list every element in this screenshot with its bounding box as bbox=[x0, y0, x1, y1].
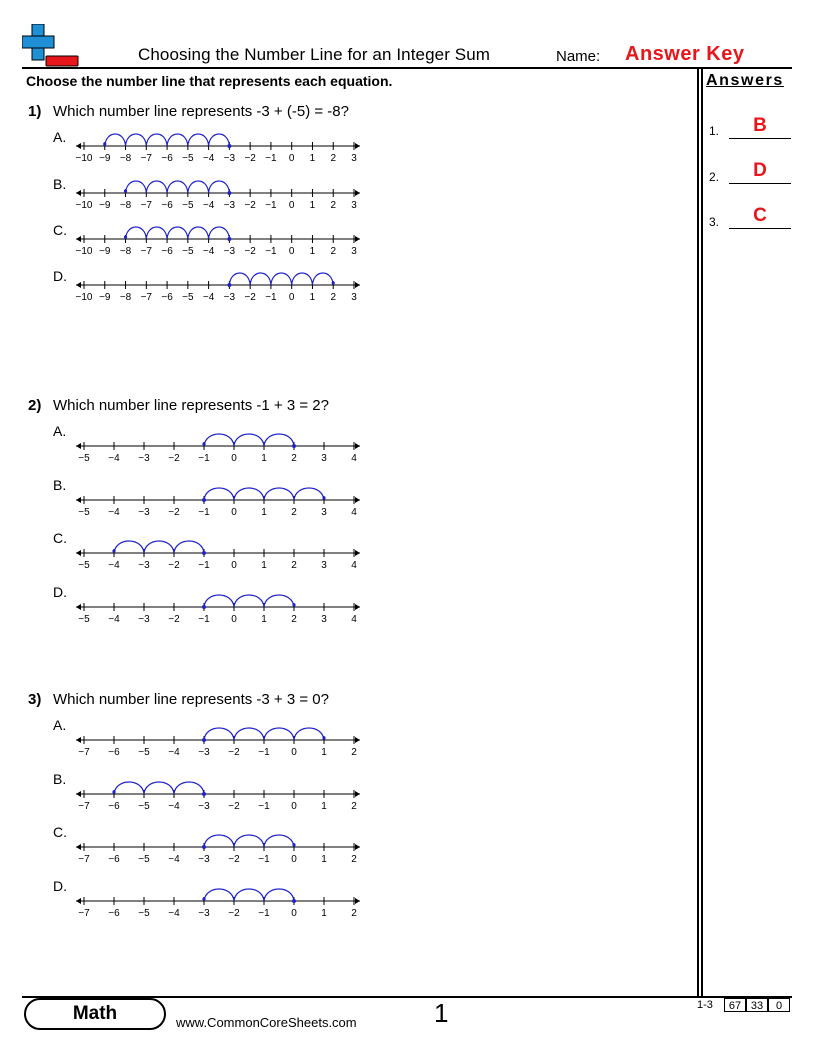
jump-arc bbox=[234, 488, 264, 500]
tick-label: −4 bbox=[108, 453, 120, 464]
tick-label: −1 bbox=[258, 854, 270, 865]
arrow-right-icon bbox=[355, 737, 360, 743]
answer-key-label: Answer Key bbox=[625, 43, 745, 65]
answers-heading: Answers bbox=[706, 72, 784, 89]
jump-arc bbox=[234, 434, 264, 446]
arrow-right-icon bbox=[355, 791, 360, 797]
tick-label: 0 bbox=[291, 854, 297, 865]
tick-label: −6 bbox=[161, 246, 173, 257]
header-rule bbox=[22, 67, 792, 69]
arrow-left-icon bbox=[76, 282, 81, 288]
jump-arc bbox=[167, 227, 188, 239]
page-number: 1 bbox=[434, 998, 449, 1028]
tick-label: 2 bbox=[351, 854, 357, 865]
website-text: www.CommonCoreSheets.com bbox=[176, 1015, 357, 1030]
option-label: C. bbox=[53, 530, 67, 546]
tick-label: 2 bbox=[351, 908, 357, 919]
tick-label: 2 bbox=[330, 153, 337, 164]
tick-label: −4 bbox=[108, 507, 120, 518]
number-line-q1-a bbox=[70, 126, 370, 170]
tick-label: −5 bbox=[182, 153, 194, 164]
tick-label: −8 bbox=[119, 292, 132, 303]
tick-label: −1 bbox=[265, 200, 277, 211]
tick-label: −3 bbox=[223, 292, 236, 303]
arrow-right-icon bbox=[355, 143, 360, 149]
number-line-q2-d bbox=[70, 581, 370, 631]
tick-label: −5 bbox=[182, 246, 194, 257]
tick-label: −7 bbox=[140, 246, 153, 257]
tick-label: −6 bbox=[161, 200, 173, 211]
tick-label: −9 bbox=[99, 200, 111, 211]
number-line-q3-a bbox=[70, 714, 370, 764]
arrow-right-icon bbox=[355, 844, 360, 850]
question-number: 1) bbox=[28, 103, 42, 120]
arrow-right-icon bbox=[355, 282, 360, 288]
tick-label: 0 bbox=[231, 507, 237, 518]
answer-number: 2. bbox=[709, 170, 720, 184]
tick-label: −3 bbox=[198, 747, 210, 758]
tick-label: −4 bbox=[168, 854, 180, 865]
tick-label: −1 bbox=[198, 453, 210, 464]
tick-label: −2 bbox=[168, 614, 180, 625]
number-line-q1-b bbox=[70, 173, 370, 217]
tick-label: 2 bbox=[351, 747, 357, 758]
tick-label: −8 bbox=[119, 246, 132, 257]
tick-label: 2 bbox=[330, 200, 337, 211]
end-point bbox=[202, 442, 205, 445]
tick-label: 0 bbox=[231, 560, 237, 571]
tick-label: 2 bbox=[291, 453, 297, 464]
jump-arc bbox=[126, 227, 147, 239]
answer-value: D bbox=[753, 160, 767, 181]
tick-label: −8 bbox=[119, 200, 132, 211]
number-line-q1-c bbox=[70, 219, 370, 263]
jump-arc bbox=[188, 181, 209, 193]
tick-label: −1 bbox=[258, 908, 270, 919]
start-point bbox=[227, 191, 231, 195]
arrow-right-icon bbox=[355, 190, 360, 196]
tick-label: 1 bbox=[309, 153, 316, 164]
jump-arc bbox=[209, 134, 230, 146]
option-label: B. bbox=[53, 771, 67, 787]
arrow-left-icon bbox=[76, 497, 81, 503]
jump-arc bbox=[144, 541, 174, 553]
jump-arc bbox=[229, 273, 250, 285]
answer-line bbox=[729, 138, 791, 139]
question-number: 3) bbox=[28, 691, 42, 708]
tick-label: 3 bbox=[351, 292, 357, 303]
jump-arc bbox=[292, 273, 313, 285]
tick-label: 0 bbox=[231, 614, 237, 625]
jump-arc bbox=[146, 181, 167, 193]
end-point bbox=[112, 790, 115, 793]
end-point bbox=[124, 189, 127, 192]
tick-label: −5 bbox=[78, 614, 90, 625]
jump-arc bbox=[146, 134, 167, 146]
tick-label: −7 bbox=[78, 854, 90, 865]
arrow-left-icon bbox=[76, 236, 81, 242]
tick-label: 1 bbox=[309, 200, 316, 211]
tick-label: −6 bbox=[108, 854, 120, 865]
tick-label: 3 bbox=[321, 560, 327, 571]
tick-label: −1 bbox=[265, 292, 277, 303]
tick-label: −7 bbox=[140, 200, 153, 211]
tick-label: 1 bbox=[321, 908, 327, 919]
jump-arc bbox=[204, 889, 234, 901]
subject-badge: Math bbox=[24, 998, 166, 1030]
jump-arc bbox=[146, 227, 167, 239]
tick-label: 4 bbox=[351, 614, 357, 625]
tick-label: −7 bbox=[78, 747, 90, 758]
tick-label: −7 bbox=[140, 153, 153, 164]
tick-label: −3 bbox=[138, 614, 150, 625]
tick-label: −5 bbox=[78, 507, 90, 518]
jump-arc bbox=[234, 595, 264, 607]
tick-label: −2 bbox=[244, 246, 256, 257]
tick-label: −1 bbox=[258, 747, 270, 758]
tick-label: −3 bbox=[138, 453, 150, 464]
tick-label: −4 bbox=[202, 292, 215, 303]
tick-label: 0 bbox=[288, 153, 295, 164]
tick-label: 2 bbox=[291, 507, 297, 518]
tick-label: −3 bbox=[198, 854, 210, 865]
tick-label: 3 bbox=[321, 614, 327, 625]
tick-label: −6 bbox=[161, 153, 173, 164]
stat-box: 67 bbox=[724, 998, 746, 1012]
tick-label: −1 bbox=[198, 614, 210, 625]
tick-label: −7 bbox=[140, 292, 153, 303]
tick-label: −2 bbox=[244, 200, 256, 211]
jump-arc bbox=[204, 595, 234, 607]
tick-label: −6 bbox=[108, 801, 120, 812]
jump-arc bbox=[234, 889, 264, 901]
tick-label: −3 bbox=[223, 246, 236, 257]
jump-arc bbox=[234, 728, 264, 740]
start-point bbox=[227, 283, 231, 287]
tick-label: −10 bbox=[75, 292, 93, 303]
end-point bbox=[124, 235, 127, 238]
tick-label: 1 bbox=[261, 453, 267, 464]
answer-column-divider bbox=[701, 67, 703, 996]
tick-label: −4 bbox=[168, 801, 180, 812]
tick-label: −7 bbox=[78, 908, 90, 919]
tick-label: 0 bbox=[288, 246, 295, 257]
tick-label: −5 bbox=[182, 200, 194, 211]
tick-label: 2 bbox=[351, 801, 357, 812]
tick-label: −7 bbox=[78, 801, 90, 812]
answer-value: C bbox=[753, 205, 767, 226]
tick-label: 1 bbox=[261, 507, 267, 518]
option-label: B. bbox=[53, 176, 67, 192]
question-number: 2) bbox=[28, 397, 42, 414]
answer-line bbox=[729, 183, 791, 184]
jump-arc bbox=[264, 434, 294, 446]
arrow-left-icon bbox=[76, 737, 81, 743]
tick-label: −2 bbox=[168, 560, 180, 571]
end-point bbox=[322, 736, 325, 739]
jump-arc bbox=[294, 488, 324, 500]
jump-arc bbox=[234, 835, 264, 847]
tick-label: 0 bbox=[291, 908, 297, 919]
tick-label: −2 bbox=[228, 747, 240, 758]
number-line-q2-c bbox=[70, 527, 370, 577]
page-title: Choosing the Number Line for an Integer Sum bbox=[138, 45, 491, 64]
jump-arc bbox=[188, 134, 209, 146]
tick-label: 1 bbox=[321, 747, 327, 758]
tick-label: 4 bbox=[351, 560, 357, 571]
tick-label: −10 bbox=[75, 153, 93, 164]
end-point bbox=[112, 549, 115, 552]
jump-arc bbox=[174, 541, 204, 553]
tick-label: −4 bbox=[202, 153, 215, 164]
tick-label: −3 bbox=[138, 560, 150, 571]
tick-label: 0 bbox=[288, 292, 295, 303]
start-point bbox=[227, 144, 231, 148]
tick-label: 3 bbox=[321, 453, 327, 464]
tick-label: 1 bbox=[321, 854, 327, 865]
jump-arc bbox=[174, 782, 204, 794]
start-point bbox=[292, 444, 296, 448]
tick-label: −1 bbox=[258, 801, 270, 812]
jump-arc bbox=[209, 181, 230, 193]
jump-arc bbox=[144, 782, 174, 794]
arrow-left-icon bbox=[76, 443, 81, 449]
jump-arc bbox=[264, 835, 294, 847]
number-line-q1-d bbox=[70, 265, 370, 309]
question-text: Which number line represents -3 + (-5) = -8? bbox=[53, 103, 349, 120]
tick-label: 3 bbox=[351, 200, 357, 211]
tick-label: 0 bbox=[291, 801, 297, 812]
jump-arc bbox=[264, 889, 294, 901]
tick-label: −3 bbox=[198, 801, 210, 812]
arrow-right-icon bbox=[355, 236, 360, 242]
jump-arc bbox=[264, 595, 294, 607]
arrow-left-icon bbox=[76, 550, 81, 556]
tick-label: −3 bbox=[223, 200, 236, 211]
tick-label: 2 bbox=[291, 614, 297, 625]
jump-arc bbox=[204, 728, 234, 740]
jump-arc bbox=[114, 782, 144, 794]
question-text: Which number line represents -3 + 3 = 0? bbox=[53, 691, 329, 708]
arrow-left-icon bbox=[76, 791, 81, 797]
number-line-q2-a bbox=[70, 420, 370, 470]
tick-label: −4 bbox=[108, 560, 120, 571]
stat-box: 0 bbox=[768, 998, 790, 1012]
option-label: A. bbox=[53, 423, 67, 439]
tick-label: −4 bbox=[108, 614, 120, 625]
answer-column-divider bbox=[697, 67, 699, 996]
jump-arc bbox=[167, 181, 188, 193]
option-label: A. bbox=[53, 717, 67, 733]
option-label: D. bbox=[53, 878, 67, 894]
jump-arc bbox=[250, 273, 271, 285]
name-label: Name: bbox=[556, 48, 601, 65]
end-point bbox=[332, 281, 335, 284]
tick-label: −2 bbox=[228, 854, 240, 865]
number-line-q3-d bbox=[70, 875, 370, 925]
tick-label: −5 bbox=[78, 560, 90, 571]
jump-arc bbox=[126, 134, 147, 146]
arrow-right-icon bbox=[355, 604, 360, 610]
jump-arc bbox=[188, 227, 209, 239]
tick-label: −2 bbox=[228, 801, 240, 812]
option-label: C. bbox=[53, 222, 67, 238]
jump-arc bbox=[264, 728, 294, 740]
tick-label: 4 bbox=[351, 507, 357, 518]
tick-label: 2 bbox=[330, 246, 337, 257]
option-label: B. bbox=[53, 477, 67, 493]
arrow-left-icon bbox=[76, 898, 81, 904]
tick-label: −2 bbox=[168, 507, 180, 518]
tick-label: −5 bbox=[138, 801, 150, 812]
tick-label: 3 bbox=[351, 246, 357, 257]
end-point bbox=[322, 496, 325, 499]
tick-label: 3 bbox=[351, 153, 357, 164]
jump-arc bbox=[204, 835, 234, 847]
tick-label: −5 bbox=[78, 453, 90, 464]
end-point bbox=[292, 603, 295, 606]
tick-label: −5 bbox=[138, 854, 150, 865]
question-text: Which number line represents -1 + 3 = 2? bbox=[53, 397, 329, 414]
arrow-right-icon bbox=[355, 443, 360, 449]
jump-arc bbox=[294, 728, 324, 740]
jump-arc bbox=[204, 488, 234, 500]
jump-arc bbox=[312, 273, 333, 285]
tick-label: 0 bbox=[288, 200, 295, 211]
tick-label: 1 bbox=[309, 292, 316, 303]
tick-label: −3 bbox=[138, 507, 150, 518]
end-point bbox=[103, 142, 106, 145]
tick-label: −4 bbox=[202, 246, 215, 257]
arrow-right-icon bbox=[355, 497, 360, 503]
tick-label: 2 bbox=[330, 292, 337, 303]
tick-label: −1 bbox=[198, 560, 210, 571]
start-point bbox=[227, 237, 231, 241]
tick-label: −4 bbox=[202, 200, 215, 211]
jump-arc bbox=[114, 541, 144, 553]
arrow-left-icon bbox=[76, 143, 81, 149]
tick-label: −1 bbox=[265, 153, 277, 164]
tick-label: 1 bbox=[321, 801, 327, 812]
tick-label: −5 bbox=[182, 292, 194, 303]
jump-arc bbox=[167, 134, 188, 146]
option-label: D. bbox=[53, 268, 67, 284]
jump-arc bbox=[271, 273, 292, 285]
arrow-left-icon bbox=[76, 604, 81, 610]
start-point bbox=[202, 792, 206, 796]
end-point bbox=[292, 843, 295, 846]
tick-label: −6 bbox=[108, 908, 120, 919]
tick-label: −9 bbox=[99, 153, 111, 164]
tick-label: 0 bbox=[291, 747, 297, 758]
jump-arc bbox=[126, 181, 147, 193]
number-line-q2-b bbox=[70, 474, 370, 524]
tick-label: −6 bbox=[161, 292, 173, 303]
start-point bbox=[202, 605, 206, 609]
logo-icon bbox=[22, 24, 80, 68]
jump-arc bbox=[209, 227, 230, 239]
start-point bbox=[292, 899, 296, 903]
tick-label: −9 bbox=[99, 246, 111, 257]
number-line-q3-c bbox=[70, 821, 370, 871]
number-line-q3-b bbox=[70, 768, 370, 818]
tick-label: −1 bbox=[198, 507, 210, 518]
option-label: D. bbox=[53, 584, 67, 600]
jump-arc bbox=[264, 488, 294, 500]
start-point bbox=[202, 845, 206, 849]
jump-arc bbox=[105, 134, 126, 146]
tick-label: −3 bbox=[198, 908, 210, 919]
tick-label: −4 bbox=[168, 747, 180, 758]
arrow-right-icon bbox=[355, 898, 360, 904]
option-label: C. bbox=[53, 824, 67, 840]
arrow-left-icon bbox=[76, 190, 81, 196]
tick-label: −2 bbox=[244, 153, 256, 164]
option-label: A. bbox=[53, 129, 67, 145]
tick-label: 1 bbox=[309, 246, 316, 257]
start-point bbox=[202, 551, 206, 555]
arrow-right-icon bbox=[355, 550, 360, 556]
jump-arc bbox=[204, 434, 234, 446]
tick-label: −6 bbox=[108, 747, 120, 758]
arrow-left-icon bbox=[76, 844, 81, 850]
tick-label: −2 bbox=[244, 292, 256, 303]
tick-label: 4 bbox=[351, 453, 357, 464]
tick-label: −5 bbox=[138, 908, 150, 919]
tick-label: 3 bbox=[321, 507, 327, 518]
tick-label: −10 bbox=[75, 246, 93, 257]
tick-label: −9 bbox=[99, 292, 111, 303]
start-point bbox=[202, 498, 206, 502]
end-point bbox=[202, 897, 205, 900]
start-point bbox=[202, 738, 206, 742]
tick-label: −5 bbox=[138, 747, 150, 758]
answer-number: 1. bbox=[709, 124, 720, 138]
answer-value: B bbox=[753, 115, 767, 136]
answer-number: 3. bbox=[709, 215, 720, 229]
tick-label: −3 bbox=[223, 153, 236, 164]
tick-label: 1 bbox=[261, 560, 267, 571]
tick-label: −1 bbox=[265, 246, 277, 257]
stat-box: 33 bbox=[746, 998, 768, 1012]
problem-range: 1-3 bbox=[697, 999, 713, 1011]
tick-label: −8 bbox=[119, 153, 132, 164]
instructions: Choose the number line that represents each equation. bbox=[26, 73, 393, 89]
answer-line bbox=[729, 228, 791, 229]
tick-label: 1 bbox=[261, 614, 267, 625]
tick-label: −2 bbox=[168, 453, 180, 464]
tick-label: −2 bbox=[228, 908, 240, 919]
tick-label: 2 bbox=[291, 560, 297, 571]
tick-label: −4 bbox=[168, 908, 180, 919]
tick-label: −10 bbox=[75, 200, 93, 211]
tick-label: 0 bbox=[231, 453, 237, 464]
